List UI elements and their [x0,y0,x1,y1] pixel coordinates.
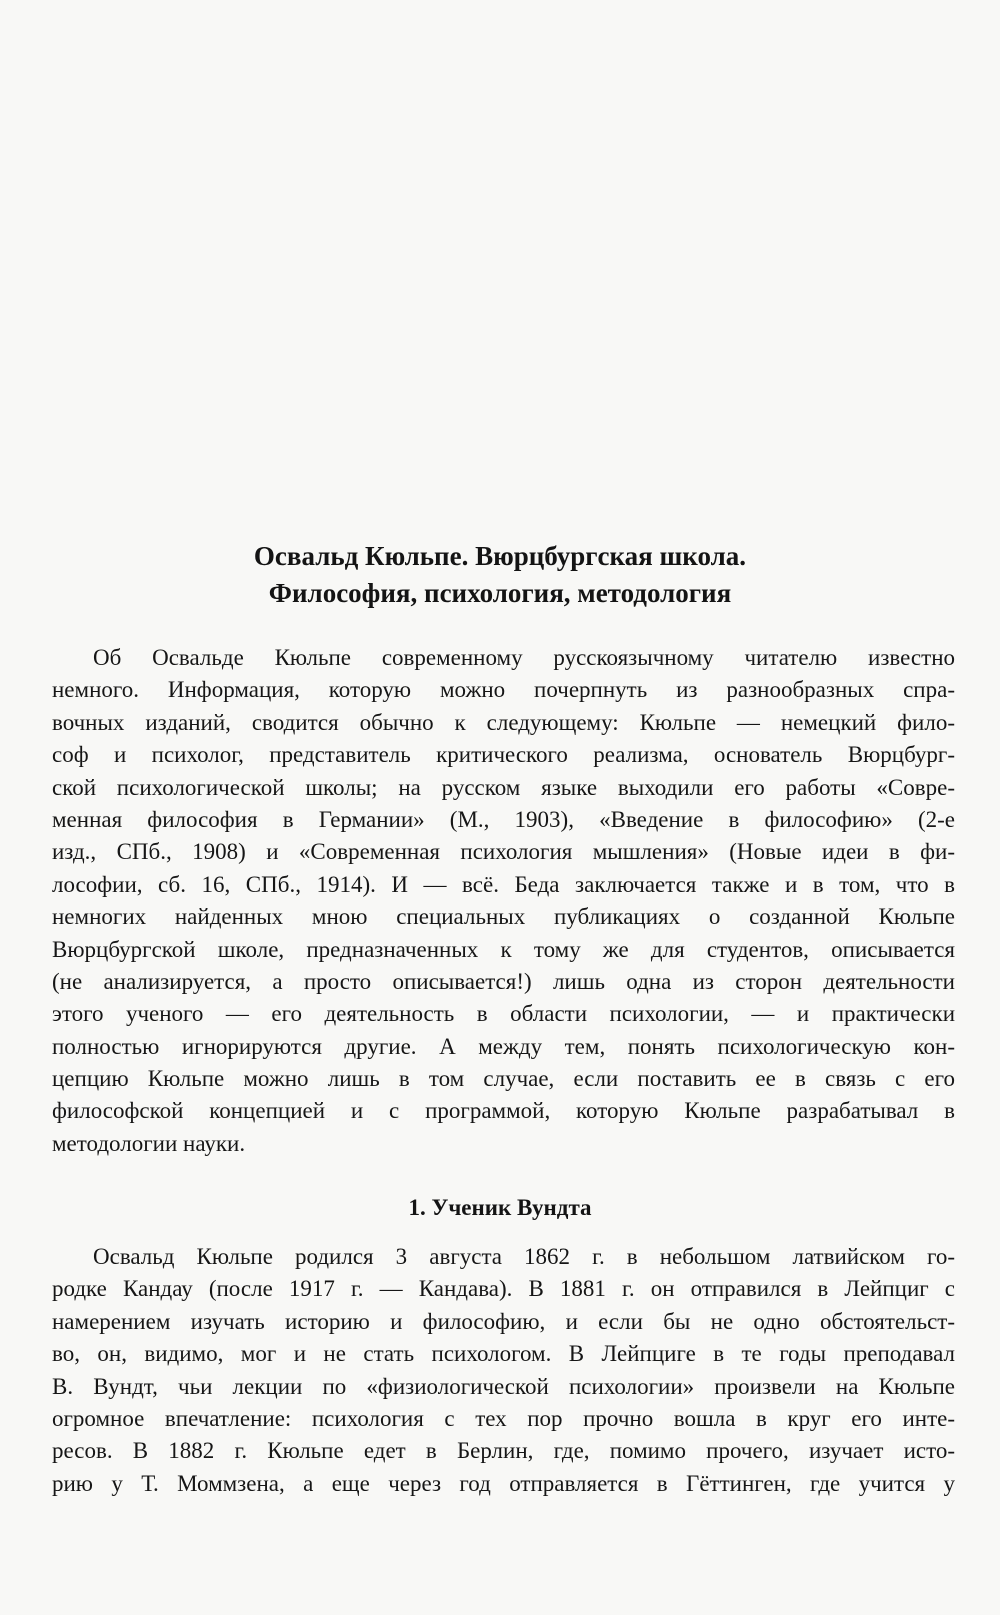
chapter-title-line: Освальд Кюльпе. Вюрцбургская школа. [253,541,747,571]
text-line: немного. Информация, которую можно почерпнуть из разнообразных спра- [52,677,955,703]
text-line: вочных изданий, сводится обычно к следующему: Кюльпе — немецкий фило- [52,709,955,735]
text-line: этого ученого — его деятельность в области психологии, — и практически [52,1001,955,1027]
text-line: во, он, видимо, мог и не стать психологом. В Лейпциге в те годы преподавал [52,1341,955,1367]
text-line: методологии науки. [52,1130,246,1156]
text-line: родке Кандау (после 1917 г. — Кандава). В 1881 г. он отправился в Лейпциг с [52,1276,955,1302]
text-line: полностью игнорируются другие. А между тем, понять психологическую кон- [52,1033,955,1059]
text-line: Об Освальде Кюльпе современному русскоязычному читателю известно [93,645,955,670]
text-line: соф и психолог, представитель критического реализма, основатель Вюрцбург- [52,742,955,768]
text-line: менная философия в Германии» (М., 1903), «Введение в философию» (2-е [52,806,955,832]
text-line: лософии, сб. 16, СПб., 1914). И — всё. Беда заключается также и в том, что в [52,871,955,897]
text-line: намерением изучать историю и философию, и если бы не одно обстоятельст- [52,1308,955,1334]
body-paragraph [52,1241,955,1500]
chapter-title [0,538,1000,612]
text-line: рию у Т. Моммзена, а еще через год отправляется в Гёттинген, где учится у [52,1470,955,1496]
text-line: В. Вундт, чьи лекции по «физиологической психологии» произвели на Кюльпе [52,1373,955,1399]
text-line: Вюрцбургской школе, предназначенных к тому же для студентов, описывается [52,936,955,962]
text-line: философской концепцией и с программой, которую Кюльпе разрабатывал в [52,1098,955,1124]
text-line: ской психологической школы; на русском языке выходили его работы «Совре- [52,774,955,800]
text-line: изд., СПб., 1908) и «Современная психология мышления» (Новые идеи в фи- [52,839,955,865]
chapter-subtitle-line: Философия, психология, методология [268,578,732,608]
text-line: цепцию Кюльпе можно лишь в том случае, если поставить ее в связь с его [52,1066,955,1092]
text-line: немногих найденных мною специальных публикациях о созданной Кюльпе [52,904,955,930]
text-line: огромное впечатление: психология с тех пор прочно вошла в круг его инте- [52,1405,955,1431]
intro-paragraph [52,642,955,1160]
text-line: ресов. В 1882 г. Кюльпе едет в Берлин, где, помимо прочего, изучает исто- [52,1438,955,1464]
text-line: Освальд Кюльпе родился 3 августа 1862 г. в небольшом латвийском го- [93,1244,955,1269]
section-heading: 1. Ученик Вундта [408,1195,592,1220]
text-line: (не анализируется, а просто описывается!) лишь одна из сторон деятельности [52,968,955,994]
